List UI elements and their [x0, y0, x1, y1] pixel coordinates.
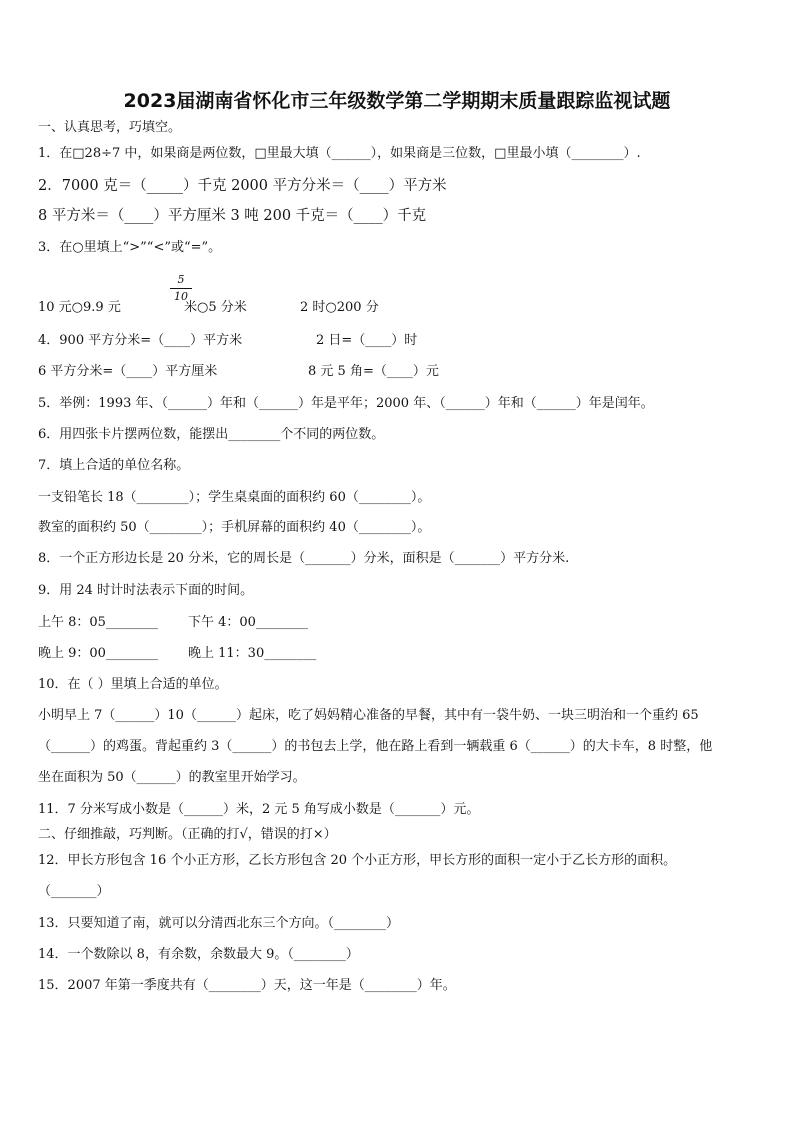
question-9-item-c: 晚上 9：00________: [38, 646, 158, 661]
question-9-item-d: 晚上 11：30________: [188, 646, 317, 661]
question-9-item-a: 上午 8：05________: [38, 615, 158, 630]
question-4-item-b: 2 日=（____）时: [316, 333, 418, 348]
fraction-numerator: 5: [177, 273, 185, 286]
question-13: 13．只要知道了南，就可以分清西北东三个方向。（________）: [38, 916, 400, 931]
page-title: 2023届湖南省怀化市三年级数学第二学期期末质量跟踪监视试题: [123, 90, 671, 112]
question-7-line-2: 教室的面积约 50（________）；手机屏幕的面积约 40（________）。: [38, 520, 431, 535]
section-heading-judge: 二、仔细推敲，巧判断。（正确的打√，错误的打×）: [38, 827, 337, 842]
question-4-item-d: 8 元 5 角=（____）元: [308, 364, 439, 379]
question-10-line-1: 小明早上 7（______）10（______）起床，吃了妈妈精心准备的早餐，其中有一袋牛奶、一块三明治和一个重约 65: [38, 708, 699, 723]
question-15: 15．2007 年第一季度共有（________）天，这一年是（________）年。: [38, 978, 456, 993]
question-7-line-1: 一支铅笔长 18（________）；学生桌桌面的面积约 60（________）。: [38, 490, 431, 505]
question-9-intro: 9．用 24 时计时法表示下面的时间。: [38, 583, 254, 598]
question-8: 8．一个正方形边长是 20 分米，它的周长是（_______）分米，面积是（_______）平方分米.: [38, 551, 570, 566]
question-10-intro: 10．在（ ）里填上合适的单位。: [38, 677, 228, 692]
question-3-item-a: 10 元○9.9 元: [38, 300, 121, 315]
question-3-item-c: 2 时○200 分: [300, 300, 379, 315]
question-10-line-2: （______）的鸡蛋。背起重约 3（______）的书包去上学，他在路上看到一辆载重 6（______）的大卡车，8 时整，他: [38, 739, 713, 754]
question-7-intro: 7．填上合适的单位名称。: [38, 458, 190, 473]
question-3-intro: 3．在○里填上“>”“<”或“=”。: [38, 240, 222, 255]
question-10-line-3: 坐在面积为 50（______）的教室里开始学习。: [38, 770, 306, 785]
question-4-item-c: 6 平方分米=（____）平方厘米: [38, 364, 218, 379]
question-5: 5．举例：1993 年、（______）年和（______）年是平年；2000 年、（______）年和（______）年是闰年。: [38, 396, 654, 411]
question-3-item-b: 米○5 分米: [184, 300, 247, 315]
question-2-line-1: 2．7000 克＝（_____）千克 2000 平方分米＝（____）平方米: [38, 178, 447, 194]
question-2-line-2: 8 平方米＝（____）平方厘米 3 吨 200 千克＝（____）千克: [38, 208, 427, 224]
question-9-item-b: 下午 4：00________: [188, 615, 308, 630]
question-12-line-1: 12．甲长方形包含 16 个小正方形，乙长方形包含 20 个小正方形，甲长方形的面积一定小于乙长方形的面积。: [38, 853, 677, 868]
question-14: 14．一个数除以 8，有余数，余数最大 9。（________）: [38, 947, 359, 962]
question-1: 1．在□28÷7 中，如果商是两位数，□里最大填（______），如果商是三位数，□里最小填（________）.: [38, 146, 641, 161]
question-6: 6．用四张卡片摆两位数，能摆出________个不同的两位数。: [38, 427, 385, 442]
fraction-denominator: 10: [174, 290, 188, 303]
fraction-bar: [170, 288, 192, 289]
question-12-line-2: （_______）: [38, 884, 110, 899]
section-heading-fill-blank: 一、认真思考，巧填空。: [38, 120, 182, 135]
question-4-item-a: 4．900 平方分米=（____）平方米: [38, 333, 243, 348]
question-11: 11．7 分米写成小数是（______）米，2 元 5 角写成小数是（_______）元。: [38, 802, 480, 817]
